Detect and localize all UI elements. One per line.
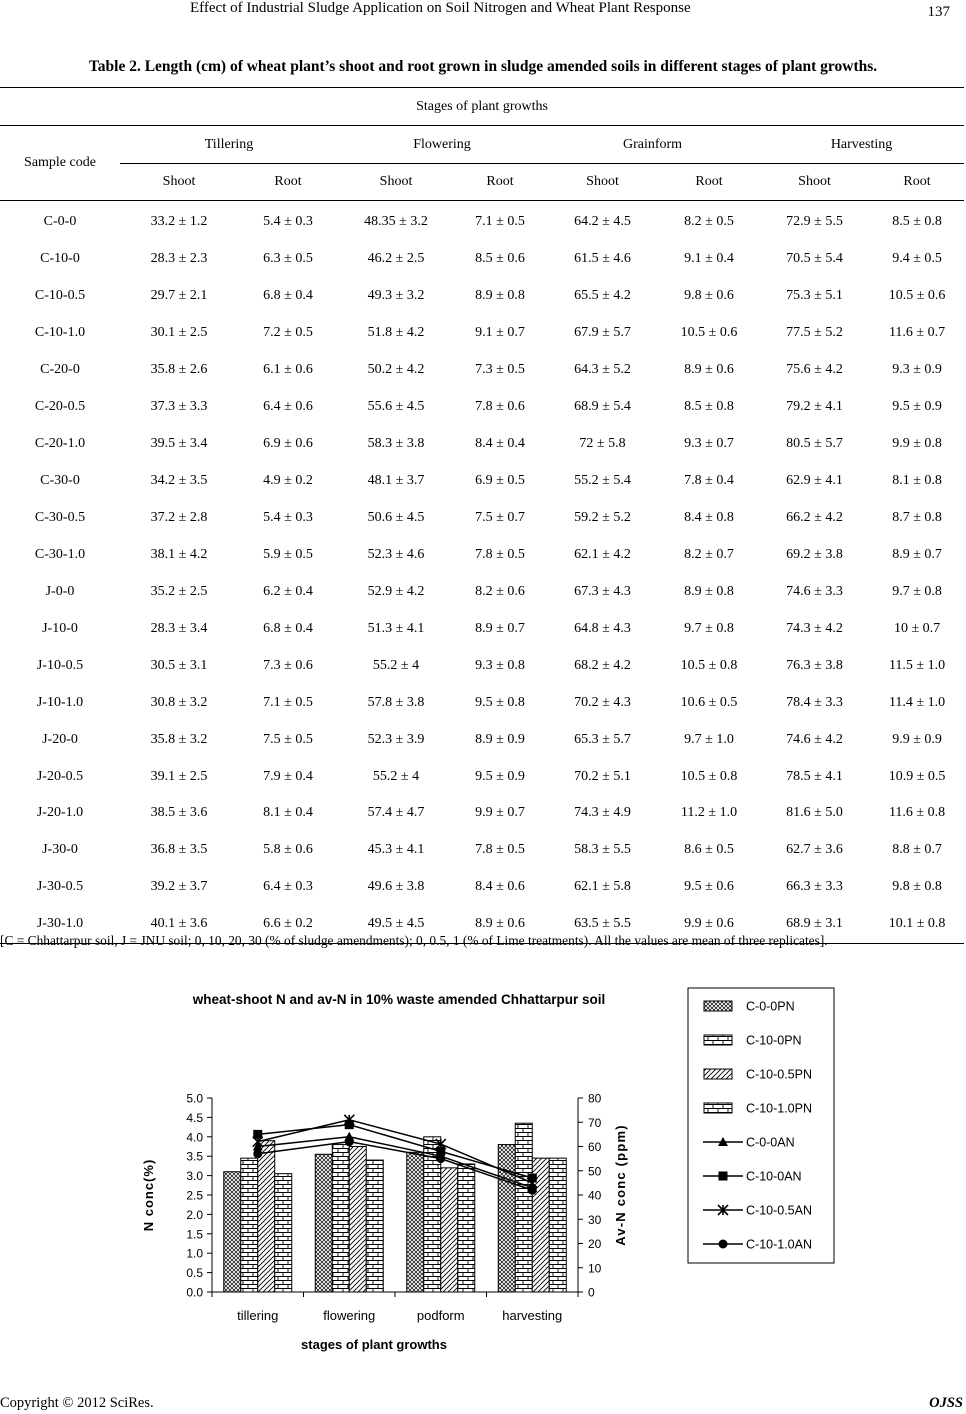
y2-tick-label: 70 [588, 1115, 602, 1130]
y-tick-label: 2.5 [186, 1188, 203, 1203]
x-axis-label: stages of plant growths [301, 1337, 447, 1352]
value-cell: 51.8 ± 4.2 [367, 325, 425, 341]
sub-header: Shoot [546, 164, 659, 201]
value-cell: 8.9 ± 0.9 [475, 731, 525, 747]
value-cell: 8.5 ± 0.8 [892, 214, 942, 230]
sub-header: Root [454, 164, 546, 201]
value-cell: 39.1 ± 2.5 [150, 768, 208, 784]
value-cell: 11.6 ± 0.7 [888, 325, 946, 341]
legend-swatch [704, 1069, 732, 1079]
value-cell: 9.7 ± 0.8 [684, 620, 734, 636]
value-cell: 9.8 ± 0.6 [684, 288, 734, 304]
legend-label: C-10-0.5PN [746, 1067, 812, 1082]
sample-code-cell: C-10-0 [40, 251, 80, 267]
footer-journal: OJSS [929, 1395, 963, 1411]
sub-header: Root [870, 164, 964, 201]
y-tick-label: 0.5 [186, 1266, 203, 1281]
value-cell: 62.9 ± 4.1 [786, 473, 843, 489]
value-cell: 30.5 ± 3.1 [150, 657, 208, 673]
group-header: Stages of plant growths [0, 88, 964, 126]
value-cell: 9.5 ± 0.9 [475, 768, 525, 784]
value-cell: 65.3 ± 5.7 [574, 731, 631, 747]
value-cell: 7.8 ± 0.6 [475, 399, 525, 415]
bar [332, 1145, 349, 1292]
y-tick-label: 4.5 [186, 1110, 203, 1125]
value-cell: 51.3 ± 4.1 [367, 620, 425, 636]
value-cell: 78.4 ± 3.3 [786, 694, 843, 710]
sample-code-cell: C-30-0.5 [34, 509, 86, 525]
legend-swatch [704, 1001, 732, 1011]
sample-code-cell: J-20-0.5 [36, 768, 84, 784]
y2-tick-label: 50 [588, 1164, 602, 1179]
bar [241, 1158, 258, 1292]
stage-header: Grainform [546, 126, 759, 164]
value-cell: 11.2 ± 1.0 [680, 805, 738, 821]
line-point [436, 1154, 445, 1163]
line-point [253, 1149, 262, 1158]
value-cell: 9.7 ± 1.0 [684, 731, 734, 747]
value-cell: 9.3 ± 0.9 [892, 362, 942, 378]
x-tick-label: flowering [323, 1308, 376, 1323]
value-cell: 8.5 ± 0.6 [475, 251, 525, 267]
value-cell: 49.6 ± 3.8 [367, 879, 425, 895]
value-cell: 30.1 ± 2.5 [150, 325, 208, 341]
value-cell: 69.2 ± 3.8 [786, 546, 843, 562]
value-cell: 72.9 ± 5.5 [786, 214, 843, 230]
sub-header: Root [238, 164, 338, 201]
value-cell: 7.1 ± 0.5 [475, 214, 525, 230]
sample-code-cell: J-30-0.5 [36, 879, 84, 895]
value-cell: 7.8 ± 0.5 [475, 546, 525, 562]
value-cell: 7.8 ± 0.4 [684, 473, 734, 489]
value-cell: 75.3 ± 5.1 [786, 288, 843, 304]
value-cell: 8.9 ± 0.7 [892, 546, 942, 562]
value-cell: 49.5 ± 4.5 [338, 906, 454, 943]
value-cell: 74.6 ± 3.3 [786, 583, 843, 599]
value-cell: 39.2 ± 3.7 [150, 879, 208, 895]
legend-label: C-0-0AN [746, 1135, 795, 1150]
value-cell: 9.9 ± 0.7 [475, 805, 525, 821]
x-tick-label: podform [416, 1308, 465, 1323]
value-cell: 9.5 ± 0.9 [892, 399, 942, 415]
sub-header: Shoot [338, 164, 454, 201]
value-cell: 4.9 ± 0.2 [263, 473, 313, 489]
bar [224, 1172, 241, 1292]
sub-header: Shoot [759, 164, 870, 201]
value-cell: 11.4 ± 1.0 [888, 694, 946, 710]
value-cell: 6.2 ± 0.4 [263, 583, 313, 599]
value-cell: 55.2 ± 4 [372, 768, 420, 784]
value-cell: 9.4 ± 0.5 [892, 251, 942, 267]
value-cell: 50.2 ± 4.2 [367, 362, 425, 378]
value-cell: 9.5 ± 0.8 [475, 694, 525, 710]
value-cell: 6.8 ± 0.4 [263, 288, 313, 304]
value-cell: 8.9 ± 0.7 [475, 620, 525, 636]
value-cell: 9.7 ± 0.8 [892, 583, 942, 599]
value-cell: 6.9 ± 0.6 [263, 436, 313, 452]
value-cell: 52.9 ± 4.2 [367, 583, 425, 599]
value-cell: 5.4 ± 0.3 [263, 214, 313, 230]
value-cell: 9.1 ± 0.4 [684, 251, 734, 267]
stage-header: Tillering [120, 126, 338, 164]
value-cell: 58.3 ± 5.5 [574, 842, 631, 858]
value-cell: 10.5 ± 0.6 [888, 288, 946, 304]
value-cell: 79.2 ± 4.1 [786, 399, 843, 415]
value-cell: 38.5 ± 3.6 [150, 805, 208, 821]
y2-tick-label: 20 [588, 1237, 602, 1251]
value-cell: 35.8 ± 2.6 [150, 362, 208, 378]
value-cell: 8.5 ± 0.8 [684, 399, 734, 415]
stage-header: Flowering [338, 126, 546, 164]
x-tick-label: tillering [237, 1308, 279, 1323]
value-cell: 8.9 ± 0.6 [684, 362, 734, 378]
value-cell: 62.1 ± 4.2 [574, 546, 631, 562]
sample-code-cell: J-20-0 [42, 731, 78, 747]
value-cell: 55.2 ± 4 [372, 657, 420, 673]
bar [366, 1160, 383, 1292]
sample-code-cell: J-0-0 [45, 583, 75, 599]
line-point [344, 1115, 354, 1125]
value-cell: 70.2 ± 4.3 [574, 694, 631, 710]
value-cell: 7.5 ± 0.5 [263, 731, 313, 747]
sample-code-cell: C-20-0 [40, 362, 80, 378]
series-line [258, 1137, 533, 1188]
value-cell: 48.35 ± 3.2 [364, 214, 428, 230]
value-cell: 7.1 ± 0.5 [263, 694, 313, 710]
y-tick-label: 1.0 [186, 1246, 203, 1261]
legend-label: C-10-0PN [746, 1033, 802, 1048]
bar [458, 1164, 475, 1292]
value-cell: 76.3 ± 3.8 [786, 657, 843, 673]
bar [275, 1174, 292, 1292]
value-cell: 10.5 ± 0.6 [680, 325, 738, 341]
value-cell: 74.3 ± 4.2 [786, 620, 843, 636]
bar [515, 1123, 532, 1292]
value-cell: 6.4 ± 0.3 [263, 879, 313, 895]
legend-label: C-10-1.0PN [746, 1101, 812, 1116]
value-cell: 9.9 ± 0.8 [892, 436, 942, 452]
sample-code-cell: J-10-0.5 [36, 657, 84, 673]
value-cell: 7.9 ± 0.4 [263, 768, 313, 784]
value-cell: 40.1 ± 3.6 [120, 906, 238, 943]
value-cell: 48.1 ± 3.7 [367, 473, 425, 489]
value-cell: 68.9 ± 3.1 [759, 906, 870, 943]
value-cell: 62.7 ± 3.6 [786, 842, 843, 858]
value-cell: 8.7 ± 0.8 [892, 509, 942, 525]
y-tick-label: 3.5 [186, 1149, 203, 1164]
running-title: Effect of Industrial Sludge Application on Soil Nitrogen and Wheat Plant Response [190, 0, 691, 16]
value-cell: 49.3 ± 3.2 [367, 288, 425, 304]
stage-header: Harvesting [759, 126, 964, 164]
value-cell: 8.2 ± 0.6 [475, 583, 525, 599]
y-tick-label: 1.5 [186, 1227, 203, 1242]
value-cell: 28.3 ± 3.4 [150, 620, 208, 636]
value-cell: 8.4 ± 0.8 [684, 509, 734, 525]
value-cell: 6.3 ± 0.5 [263, 251, 313, 267]
y2-tick-label: 40 [588, 1188, 602, 1203]
value-cell: 37.3 ± 3.3 [150, 399, 208, 415]
value-cell: 9.3 ± 0.8 [475, 657, 525, 673]
value-cell: 52.3 ± 4.6 [367, 546, 425, 562]
sample-code-cell: C-10-1.0 [34, 325, 86, 341]
value-cell: 7.5 ± 0.7 [475, 509, 525, 525]
value-cell: 57.8 ± 3.8 [367, 694, 425, 710]
x-tick-label: harvesting [502, 1308, 563, 1323]
value-cell: 50.6 ± 4.5 [367, 509, 425, 525]
y2-tick-label: 0 [588, 1285, 595, 1300]
value-cell: 8.9 ± 0.8 [684, 583, 734, 599]
value-cell: 63.5 ± 5.5 [546, 906, 659, 943]
chart-legend [688, 988, 834, 1263]
value-cell: 28.3 ± 2.3 [150, 251, 208, 267]
value-cell: 66.2 ± 4.2 [786, 509, 843, 525]
line-point [345, 1137, 354, 1146]
value-cell: 67.3 ± 4.3 [574, 583, 631, 599]
value-cell: 9.3 ± 0.7 [684, 436, 734, 452]
legend-swatch [704, 1035, 732, 1045]
value-cell: 9.9 ± 0.6 [659, 906, 759, 943]
value-cell: 78.5 ± 4.1 [786, 768, 843, 784]
value-cell: 57.4 ± 4.7 [367, 805, 425, 821]
value-cell: 30.8 ± 3.2 [150, 694, 208, 710]
page-number: 137 [927, 4, 950, 20]
value-cell: 7.2 ± 0.5 [263, 325, 313, 341]
value-cell: 9.9 ± 0.9 [892, 731, 942, 747]
y2-tick-label: 80 [588, 1091, 602, 1106]
value-cell: 64.3 ± 5.2 [574, 362, 631, 378]
value-cell: 5.8 ± 0.6 [263, 842, 313, 858]
legend-label: C-10-0AN [746, 1169, 802, 1184]
value-cell: 62.1 ± 5.8 [574, 879, 631, 895]
value-cell: 35.2 ± 2.5 [150, 583, 208, 599]
value-cell: 7.3 ± 0.5 [475, 362, 525, 378]
value-cell: 55.6 ± 4.5 [367, 399, 425, 415]
sample-code-cell: C-30-0 [40, 473, 80, 489]
value-cell: 8.1 ± 0.4 [263, 805, 313, 821]
y-tick-label: 0.0 [186, 1285, 203, 1300]
y-axis-label: N conc(%) [141, 1158, 156, 1232]
value-cell: 61.5 ± 4.6 [574, 251, 631, 267]
value-cell: 8.2 ± 0.7 [684, 546, 734, 562]
value-cell: 6.9 ± 0.5 [475, 473, 525, 489]
legend-label: C-0-0PN [746, 999, 795, 1014]
value-cell: 6.1 ± 0.6 [263, 362, 313, 378]
value-cell: 7.8 ± 0.5 [475, 842, 525, 858]
value-cell: 8.9 ± 0.8 [475, 288, 525, 304]
table-footnote: [C = Chhattarpur soil, J = JNU soil; 0, 10, 20, 30 (% of sludge amendments); 0, 0.5, 1 (% of Lime treatments). All the values are mean of three replicates]. [0, 933, 828, 948]
bar [498, 1145, 515, 1292]
value-cell: 33.2 ± 1.2 [150, 214, 208, 230]
value-cell: 39.5 ± 3.4 [150, 436, 208, 452]
value-cell: 65.5 ± 4.2 [574, 288, 631, 304]
value-cell: 8.8 ± 0.7 [892, 842, 942, 858]
sample-code-cell: J-30-0 [42, 842, 78, 858]
value-cell: 59.2 ± 5.2 [574, 509, 631, 525]
value-cell: 58.3 ± 3.8 [367, 436, 425, 452]
value-cell: 46.2 ± 2.5 [367, 251, 425, 267]
sample-code-cell: C-0-0 [43, 214, 77, 230]
bar [258, 1141, 275, 1292]
value-cell: 80.5 ± 5.7 [786, 436, 843, 452]
value-cell: 72 ± 5.8 [579, 436, 626, 452]
value-cell: 10.5 ± 0.8 [680, 657, 738, 673]
value-cell: 10.6 ± 0.5 [680, 694, 738, 710]
bar [315, 1154, 332, 1292]
value-cell: 37.2 ± 2.8 [150, 509, 208, 525]
sample-code-cell: C-10-0.5 [34, 288, 86, 304]
sample-code-cell: C-20-0.5 [34, 399, 86, 415]
value-cell: 74.3 ± 4.9 [574, 805, 631, 821]
value-cell: 8.4 ± 0.4 [475, 436, 525, 452]
y2-axis-label: Av-N conc (ppm) [613, 1124, 628, 1246]
bar [441, 1168, 458, 1292]
sample-code-cell: C-30-1.0 [34, 546, 86, 562]
value-cell: 70.2 ± 5.1 [574, 768, 631, 784]
value-cell: 6.8 ± 0.4 [263, 620, 313, 636]
value-cell: 34.2 ± 3.5 [150, 473, 208, 489]
value-cell: 68.9 ± 5.4 [574, 399, 631, 415]
value-cell: 8.9 ± 0.6 [454, 906, 546, 943]
value-cell: 5.9 ± 0.5 [263, 546, 313, 562]
legend-marker [719, 1240, 728, 1249]
footer-copyright: Copyright © 2012 SciRes. [0, 1395, 154, 1411]
value-cell: 7.3 ± 0.6 [263, 657, 313, 673]
value-cell: 66.3 ± 3.3 [786, 879, 843, 895]
value-cell: 35.8 ± 3.2 [150, 731, 208, 747]
y-tick-label: 2.0 [186, 1207, 203, 1222]
legend-label: C-10-1.0AN [746, 1237, 812, 1252]
y-tick-label: 5.0 [186, 1091, 203, 1106]
y-tick-label: 4.0 [186, 1130, 203, 1145]
value-cell: 70.5 ± 5.4 [786, 251, 843, 267]
y2-tick-label: 60 [588, 1140, 602, 1154]
value-cell: 11.6 ± 0.8 [888, 805, 946, 821]
value-cell: 68.2 ± 4.2 [574, 657, 631, 673]
value-cell: 11.5 ± 1.0 [888, 657, 946, 673]
chart-plot [186, 1092, 601, 1324]
value-cell: 64.8 ± 4.3 [574, 620, 631, 636]
bar [407, 1152, 424, 1292]
value-cell: 8.1 ± 0.8 [892, 473, 942, 489]
legend-label: C-10-0.5AN [746, 1203, 812, 1218]
value-cell: 10.1 ± 0.8 [870, 906, 964, 943]
value-cell: 5.4 ± 0.3 [263, 509, 313, 525]
value-cell: 64.2 ± 4.5 [574, 214, 631, 230]
sample-code-header: Sample code [0, 126, 120, 201]
legend-swatch [704, 1103, 732, 1113]
value-cell: 9.5 ± 0.6 [684, 879, 734, 895]
value-cell: 8.4 ± 0.6 [475, 879, 525, 895]
table-caption: Table 2. Length (cm) of wheat plant’s shoot and root grown in sludge amended soils in different stages of plant growths. [88, 58, 878, 75]
value-cell: 67.9 ± 5.7 [574, 325, 631, 341]
value-cell: 52.3 ± 3.9 [367, 731, 425, 747]
value-cell: 6.6 ± 0.2 [238, 906, 338, 943]
value-cell: 29.7 ± 2.1 [150, 288, 208, 304]
value-cell: 38.1 ± 4.2 [150, 546, 208, 562]
sample-code-cell: J-10-0 [42, 620, 78, 636]
sample-code-cell: J-10-1.0 [36, 694, 84, 710]
value-cell: 10.5 ± 0.8 [680, 768, 738, 784]
sample-code-cell: J-20-1.0 [36, 805, 84, 821]
value-cell: 6.4 ± 0.6 [263, 399, 313, 415]
value-cell: 10 ± 0.7 [893, 620, 941, 636]
line-point [528, 1186, 537, 1195]
value-cell: 10.9 ± 0.5 [888, 768, 946, 784]
sub-header: Root [659, 164, 759, 201]
value-cell: 8.6 ± 0.5 [684, 842, 734, 858]
value-cell: 81.6 ± 5.0 [786, 805, 843, 821]
y-tick-label: 3.0 [186, 1169, 203, 1184]
value-cell: 9.1 ± 0.7 [475, 325, 525, 341]
y2-tick-label: 30 [588, 1212, 602, 1227]
sample-code-cell: J-30-1.0 [0, 906, 120, 943]
value-cell: 55.2 ± 5.4 [574, 473, 631, 489]
value-cell: 36.8 ± 3.5 [150, 842, 208, 858]
value-cell: 74.6 ± 4.2 [786, 731, 843, 747]
legend-box [688, 988, 834, 1263]
sub-header: Shoot [120, 164, 238, 201]
value-cell: 45.3 ± 4.1 [367, 842, 425, 858]
value-cell: 8.2 ± 0.5 [684, 214, 734, 230]
value-cell: 75.6 ± 4.2 [786, 362, 843, 378]
bar [349, 1147, 366, 1293]
sample-code-cell: C-20-1.0 [34, 436, 86, 452]
value-cell: 77.5 ± 5.2 [786, 325, 843, 341]
bar [549, 1158, 566, 1292]
chart-title: wheat-shoot N and av-N in 10% waste amended Chhattarpur soil [192, 992, 606, 1007]
legend-marker [719, 1172, 728, 1181]
value-cell: 9.8 ± 0.8 [892, 879, 942, 895]
y2-tick-label: 10 [588, 1261, 602, 1276]
